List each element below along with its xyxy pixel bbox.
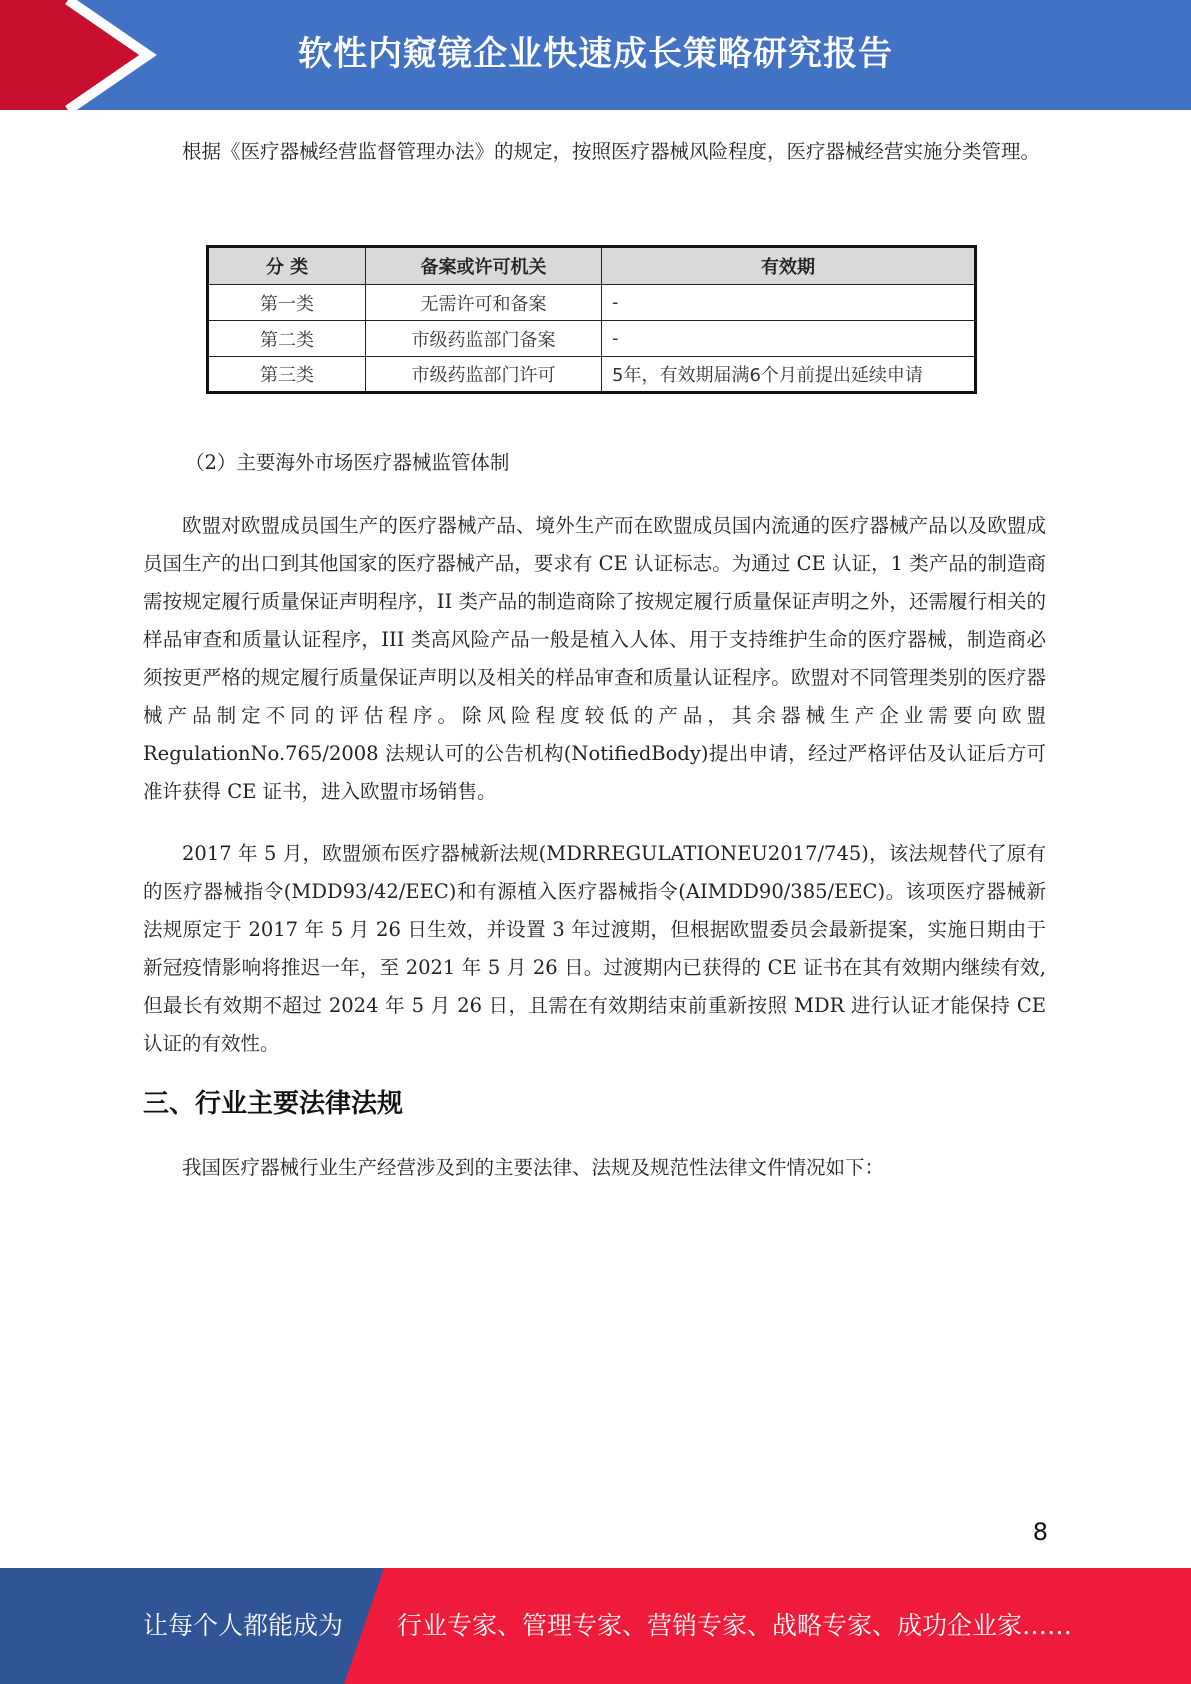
mdr-paragraph: 2017 年 5 月，欧盟颁布医疗器械新法规(MDRREGULATIONEU2017/745)，该法规替代了原有的医疗器械指令(MDD93/42/EEC)和有源植入医疗器械指令(AIMDD90/385/EEC)。该项医疗器械新法规原定于 2017 年 5 月 26 日生效，并设置 3 年过渡期，但根据欧盟委员会最新提案，实施日期由于新冠疫情影响将推迟一年，至 2021 年 5 月 26 日。过渡期内已获得的 CE 证书在其有效期内继续有效,但最长有效期不超过 2024 年 5 月 26 日，且需在有效期结束前重新按照 MDR 进行认证才能保持 CE 认证的有效性。 — [143, 842, 1046, 1055]
footer-slogan-right: 行业专家、管理专家、营销专家、战略专家、成功企业家…… — [397, 1611, 1073, 1640]
table-cell: 5年，有效期届满6个月前提出延续申请 — [602, 357, 976, 393]
section-paragraph: 我国医疗器械行业生产经营涉及到的主要法律、法规及规范性法律文件情况如下： — [182, 1156, 885, 1179]
table-row — [208, 285, 976, 321]
page-number: 8 — [1032, 1518, 1048, 1546]
subheading-block — [143, 444, 1046, 482]
table-header-cell: 分 类 — [208, 247, 366, 285]
table-cell: 市级药监部门许可 — [366, 357, 602, 393]
section-heading: 三、行业主要法律法规 — [143, 1089, 404, 1119]
table-cell: 第一类 — [208, 285, 366, 321]
subheading: （2）主要海外市场医疗器械监管体制 — [185, 451, 510, 474]
table-header-cell: 有效期 — [602, 247, 976, 285]
table-cell: 无需许可和备案 — [366, 285, 602, 321]
page-header — [0, 0, 1191, 110]
intro-paragraph: 根据《医疗器械经营监督管理办法》的规定，按照医疗器械风险程度，医疗器械经营实施分类管理。 — [182, 140, 1041, 163]
table-cell: - — [602, 285, 976, 321]
section-body — [143, 1149, 1046, 1187]
table-row — [208, 357, 976, 393]
table-cell: - — [602, 321, 976, 357]
mdr-section — [143, 835, 1046, 1063]
classification-table — [206, 245, 977, 394]
table-cell: 第三类 — [208, 357, 366, 393]
chevron-arrow-icon — [0, 0, 160, 110]
footer-slogan-left: 让每个人都能成为 — [143, 1611, 344, 1640]
report-title: 软性内窥镜企业快速成长策略研究报告 — [298, 34, 893, 74]
intro-section — [143, 133, 1046, 171]
page-footer — [0, 1568, 1191, 1684]
eu-section — [143, 507, 1046, 811]
table-cell: 第二类 — [208, 321, 366, 357]
section-heading-block — [143, 1083, 1046, 1120]
table-cell: 市级药监部门备案 — [366, 321, 602, 357]
eu-paragraph: 欧盟对欧盟成员国生产的医疗器械产品、境外生产而在欧盟成员国内流通的医疗器械产品以及欧盟成员国生产的出口到其他国家的医疗器械产品，要求有 CE 认证标志。为通过 CE 认证，1 类产品的制造商需按规定履行质量保证声明程序，II 类产品的制造商除了按规定履行质量保证声明之外，还需履行相关的样品审查和质量认证程序，III 类高风险产品一般是植入人体、用于支持维护生命的医疗器械，制造商必须按更严格的规定履行质量保证声明以及相关的样品审查和质量认证程序。欧盟对不同管理类别的医疗器械产品制定不同的评估程序。除风险程度较低的产品，其余器械生产企业需要向欧盟 RegulationNo.765/2008 法规认可的公告机构(NotifiedBody)提出申请，经过严格评估及认证后方可准许获得 CE 证书，进入欧盟市场销售。 — [143, 514, 1046, 803]
table-header-cell: 备案或许可机关 — [366, 247, 602, 285]
table-header-row — [208, 247, 976, 285]
table-row — [208, 321, 976, 357]
